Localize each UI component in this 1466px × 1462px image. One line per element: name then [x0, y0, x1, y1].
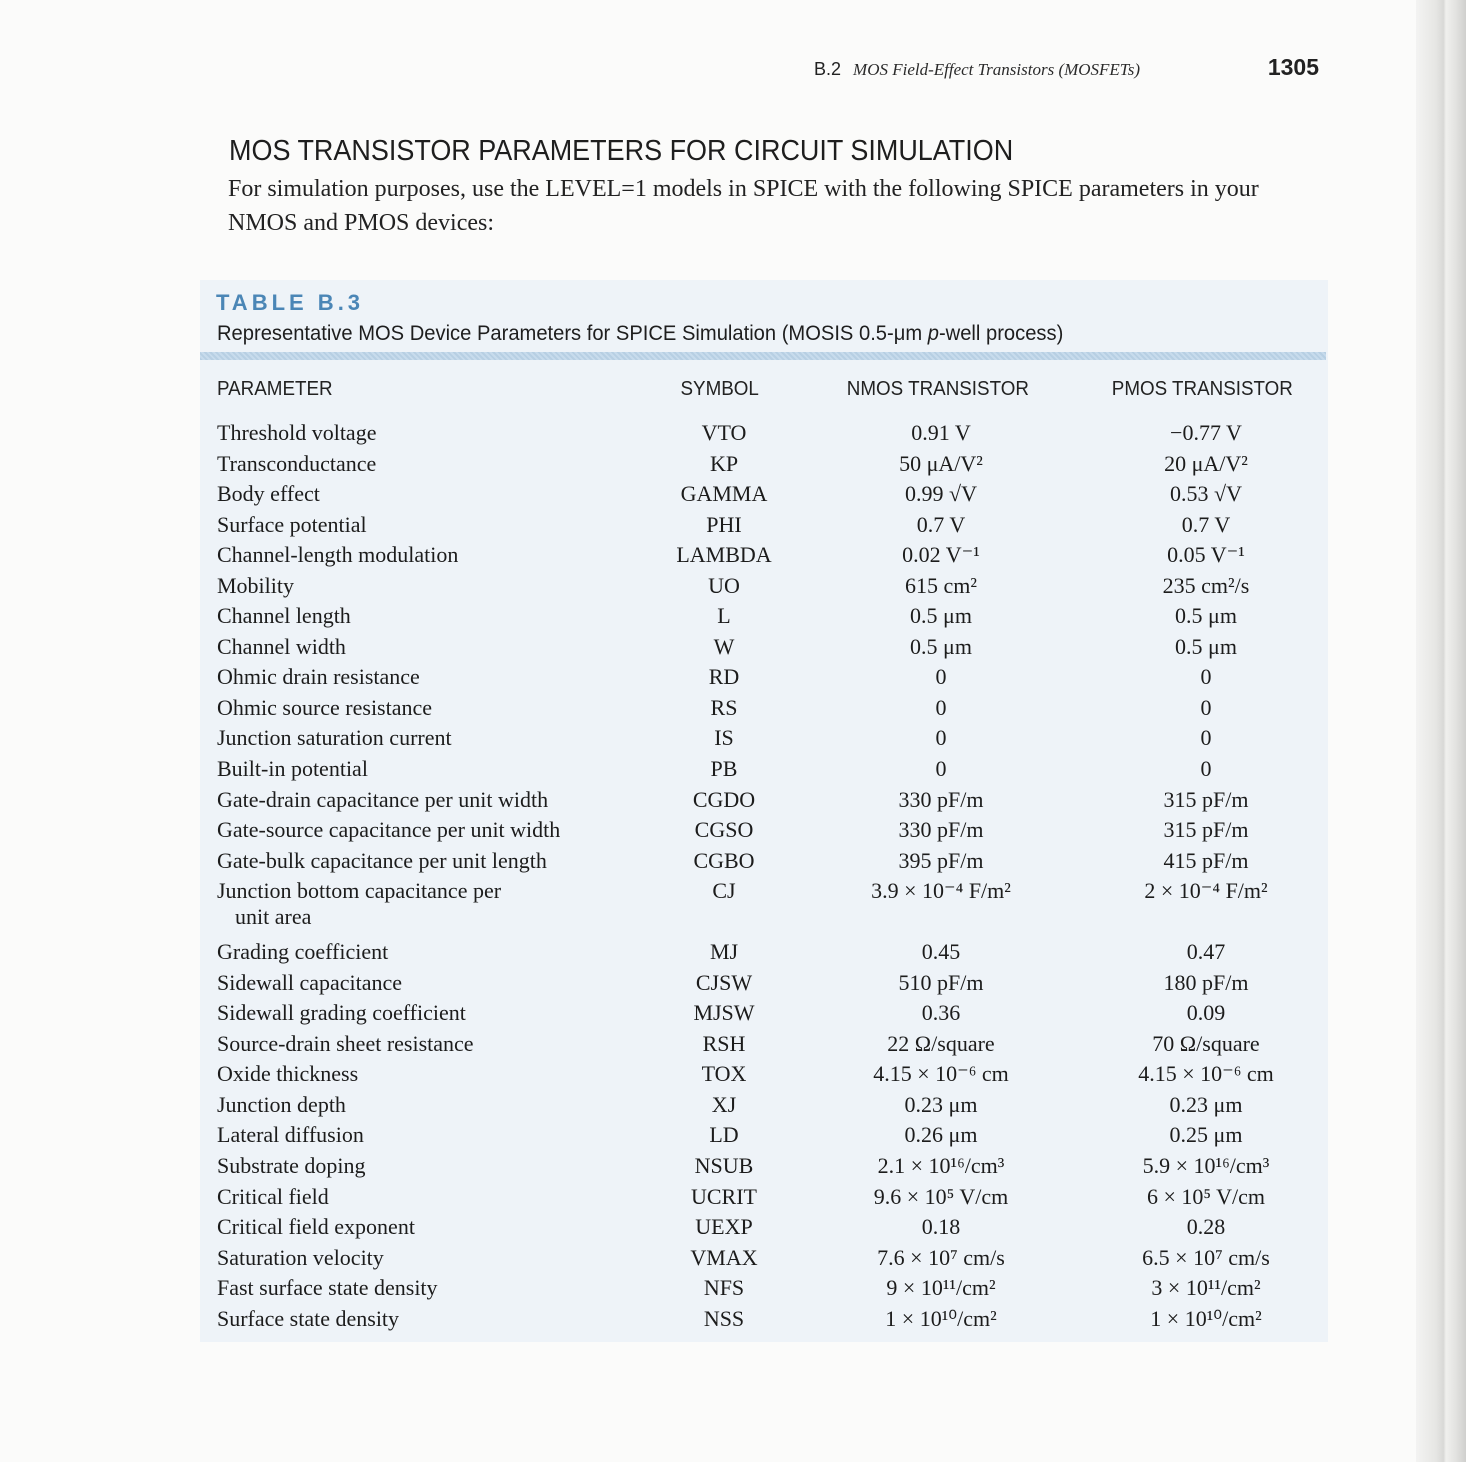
parameter-cell	[217, 1122, 364, 1148]
nmos-value-cell: 0	[935, 694, 947, 720]
pmos-value-cell: 0.47	[1186, 939, 1226, 965]
symbol-cell: VTO	[701, 420, 747, 445]
parameter-cell	[217, 1031, 474, 1057]
nmos-value-cell: 0.5 μm	[910, 603, 972, 629]
table-row	[0, 876, 1330, 937]
parameter-name: Gate-drain capacitance per unit width	[217, 786, 549, 812]
parameter-name: Threshold voltage	[217, 420, 377, 445]
column-header-parameter: PARAMETER	[217, 378, 333, 400]
nmos-value-cell: 0	[935, 664, 947, 690]
nmos-value-cell: 1 × 10¹⁰/cm²	[885, 1305, 997, 1331]
symbol-cell: RS	[710, 694, 738, 720]
parameter-name: Junction depth	[217, 1091, 346, 1117]
pmos-value-cell: 0	[1200, 694, 1212, 720]
symbol-cell: CGDO	[692, 786, 756, 812]
pmos-value-cell: 2 × 10⁻⁴ F/m²	[1144, 878, 1268, 904]
nmos-value-cell: 0.26 μm	[904, 1122, 978, 1148]
symbol-cell: RSH	[702, 1030, 746, 1056]
page-edge	[1416, 0, 1466, 1462]
parameter-cell	[217, 542, 458, 568]
pmos-value-cell: 0.09	[1186, 1000, 1226, 1026]
table-row	[0, 418, 1330, 449]
parameter-cell	[217, 848, 547, 874]
pmos-value-cell: 6 × 10⁵ V/cm	[1146, 1183, 1266, 1209]
symbol-cell: CJSW	[695, 969, 753, 995]
nmos-value-cell: 0.18	[921, 1214, 961, 1240]
pmos-value-cell: 0	[1200, 756, 1212, 782]
pmos-value-cell: 0.7 V	[1181, 511, 1231, 537]
running-head-section: B.2	[814, 59, 842, 79]
pmos-value-cell: 0.53 √V	[1170, 481, 1242, 507]
nmos-value-cell: 3.9 × 10⁻⁴ F/m²	[871, 878, 1011, 904]
table-row	[0, 479, 1330, 510]
pmos-value-cell: 6.5 × 10⁷ cm/s	[1142, 1244, 1270, 1270]
nmos-value-cell: 0.23 μm	[904, 1091, 978, 1117]
parameter-name: Junction saturation current	[217, 725, 452, 751]
table-row	[0, 1304, 1330, 1335]
parameter-name: Sidewall grading coefficient	[217, 1000, 466, 1026]
table-row	[0, 1151, 1330, 1182]
pmos-value-cell: 315 pF/m	[1163, 817, 1249, 843]
column-header-pmos: PMOS TRANSISTOR	[1111, 378, 1293, 400]
parameter-cell	[217, 481, 320, 507]
parameter-cell	[217, 1061, 358, 1087]
table-row	[0, 601, 1330, 632]
parameter-name: Critical field exponent	[217, 1214, 415, 1240]
pmos-value-cell: 0.5 μm	[1175, 603, 1237, 629]
parameter-cell	[217, 664, 420, 690]
parameter-cell	[217, 420, 376, 446]
caption-text-pre: Representative MOS Device Parameters for SPICE Simulation (MOSIS 0.5-μm	[217, 322, 928, 345]
symbol-cell: VMAX	[690, 1244, 758, 1270]
parameter-name: Sidewall capacitance	[217, 969, 403, 995]
nmos-value-cell: 0.02 V⁻¹	[902, 542, 980, 568]
table-row	[0, 693, 1330, 724]
nmos-value-cell: 615 cm²	[905, 572, 977, 598]
table-row	[0, 632, 1330, 663]
nmos-value-cell: 0	[935, 725, 947, 751]
parameter-cell	[217, 451, 376, 477]
parameter-cell	[217, 603, 351, 629]
parameter-name: Oxide thickness	[217, 1061, 359, 1087]
caption-text-post: -well process)	[938, 322, 1064, 345]
nmos-value-cell: 0.45	[921, 939, 961, 965]
intro-paragraph: For simulation purposes, use the LEVEL=1 models in SPICE with the following SPICE parameters in your NMOS and PMOS devices:	[228, 176, 1259, 236]
table-row	[0, 998, 1330, 1029]
symbol-cell: XJ	[711, 1091, 737, 1117]
symbol-cell: CJ	[712, 878, 736, 904]
nmos-value-cell: 22 Ω/square	[887, 1030, 995, 1056]
nmos-value-cell: 330 pF/m	[898, 817, 984, 843]
nmos-value-cell: 395 pF/m	[898, 847, 984, 873]
table-row	[0, 968, 1330, 999]
parameter-name: Gate-source capacitance per unit width	[217, 817, 561, 843]
symbol-cell: PB	[710, 756, 738, 782]
running-head	[814, 54, 1319, 84]
pmos-value-cell: 235 cm²/s	[1162, 572, 1250, 598]
parameter-name: Channel-length modulation	[217, 542, 459, 568]
parameter-cell	[217, 817, 560, 843]
parameter-cell	[217, 1306, 399, 1332]
symbol-cell: MJ	[709, 939, 739, 965]
nmos-value-cell: 0.99 √V	[905, 481, 977, 507]
parameter-cell	[217, 512, 367, 538]
symbol-cell: NSS	[703, 1305, 745, 1331]
parameter-name: Surface state density	[217, 1305, 400, 1331]
parameter-cell	[217, 1153, 366, 1179]
running-head-title: MOS Field-Effect Transistors (MOSFETs)	[853, 60, 1140, 79]
pmos-value-cell: 3 × 10¹¹/cm²	[1151, 1275, 1261, 1301]
column-header-symbol: SYMBOL	[680, 378, 759, 400]
pmos-value-cell: 0.25 μm	[1169, 1122, 1243, 1148]
table-row	[0, 785, 1330, 816]
parameter-name: Source-drain sheet resistance	[217, 1030, 474, 1056]
table-row	[0, 937, 1330, 968]
symbol-cell: UO	[708, 572, 740, 598]
table-row	[0, 754, 1330, 785]
parameter-name: Junction bottom capacitance per	[217, 878, 502, 904]
nmos-value-cell: 50 μA/V²	[899, 450, 983, 476]
parameter-name: Transconductance	[217, 450, 377, 476]
table-caption	[217, 322, 1063, 346]
table-row	[0, 540, 1330, 571]
nmos-value-cell: 0.7 V	[916, 511, 966, 537]
nmos-value-cell: 4.15 × 10⁻⁶ cm	[873, 1061, 1009, 1087]
symbol-cell: CGSO	[694, 817, 754, 843]
parameter-cell	[217, 878, 501, 930]
symbol-cell: LD	[709, 1122, 739, 1148]
parameter-cell	[217, 1000, 466, 1026]
parameter-name: Built-in potential	[217, 756, 368, 782]
symbol-cell: NFS	[703, 1275, 745, 1301]
nmos-value-cell: 0.36	[921, 1000, 961, 1026]
table-row	[0, 571, 1330, 602]
parameter-name: Mobility	[217, 572, 295, 598]
parameter-cell	[217, 725, 452, 751]
table-row	[0, 815, 1330, 846]
table-body	[0, 418, 1330, 1334]
table-label: TABLE B.3	[216, 290, 365, 315]
parameter-name: Grading coefficient	[217, 939, 389, 965]
nmos-value-cell: 510 pF/m	[898, 969, 984, 995]
nmos-value-cell: 9 × 10¹¹/cm²	[886, 1275, 996, 1301]
parameter-name: Ohmic source resistance	[217, 694, 433, 720]
parameter-name: Ohmic drain resistance	[217, 664, 420, 690]
parameter-name: Channel width	[217, 633, 346, 659]
symbol-cell: UEXP	[695, 1214, 753, 1240]
parameter-cell	[217, 1184, 329, 1210]
nmos-value-cell: 330 pF/m	[898, 786, 984, 812]
pmos-value-cell: 70 Ω/square	[1152, 1030, 1260, 1056]
page-number: 1305	[1267, 54, 1319, 80]
table-row	[0, 1182, 1330, 1213]
table-row	[0, 1029, 1330, 1060]
pmos-value-cell: 315 pF/m	[1163, 786, 1249, 812]
pmos-value-cell: 180 pF/m	[1163, 969, 1249, 995]
parameter-cell	[217, 939, 388, 965]
parameter-name: Fast surface state density	[217, 1275, 438, 1301]
symbol-cell: RD	[708, 664, 740, 690]
parameter-name-continued: unit area	[235, 904, 312, 930]
parameter-name: Channel length	[217, 603, 351, 629]
nmos-value-cell: 7.6 × 10⁷ cm/s	[877, 1244, 1005, 1270]
table-row	[0, 1273, 1330, 1304]
parameter-name: Gate-bulk capacitance per unit length	[217, 847, 547, 873]
nmos-value-cell: 9.6 × 10⁵ V/cm	[873, 1183, 1009, 1209]
table-row	[0, 662, 1330, 693]
section-heading: MOS TRANSISTOR PARAMETERS FOR CIRCUIT SIMULATION	[229, 135, 1014, 167]
nmos-value-cell: 0.91 V	[911, 420, 971, 445]
symbol-cell: LAMBDA	[676, 542, 772, 568]
pmos-value-cell: 0.5 μm	[1175, 633, 1237, 659]
parameter-name: Critical field	[217, 1183, 329, 1209]
parameter-name: Lateral diffusion	[217, 1122, 364, 1148]
symbol-cell: PHI	[706, 511, 742, 537]
table-row	[0, 1059, 1330, 1090]
pmos-value-cell: 0.23 μm	[1169, 1091, 1243, 1117]
pmos-value-cell: 415 pF/m	[1163, 847, 1249, 873]
pmos-value-cell: 1 × 10¹⁰/cm²	[1150, 1305, 1262, 1331]
nmos-value-cell: 0	[935, 756, 947, 782]
parameter-cell	[217, 756, 368, 782]
table-row	[0, 1212, 1330, 1243]
parameter-name: Surface potential	[217, 511, 367, 537]
symbol-cell: CGBO	[693, 847, 755, 873]
symbol-cell: TOX	[701, 1061, 747, 1087]
nmos-value-cell: 2.1 × 10¹⁶/cm³	[877, 1153, 1005, 1179]
pmos-value-cell: 20 μA/V²	[1164, 450, 1248, 476]
parameter-cell	[217, 1275, 438, 1301]
symbol-cell: UCRIT	[691, 1183, 757, 1209]
parameter-cell	[217, 573, 294, 599]
nmos-value-cell: 0.5 μm	[910, 633, 972, 659]
parameter-name: Body effect	[217, 481, 320, 507]
column-header-nmos: NMOS TRANSISTOR	[846, 378, 1029, 400]
pmos-value-cell: −0.77 V	[1170, 420, 1242, 445]
parameter-cell	[217, 1245, 384, 1271]
table-row	[0, 723, 1330, 754]
parameter-cell	[217, 634, 346, 660]
table-row	[0, 1243, 1330, 1274]
symbol-cell: GAMMA	[680, 481, 768, 507]
symbol-cell: MJSW	[693, 1000, 755, 1026]
symbol-cell: L	[717, 603, 731, 629]
pmos-value-cell: 0.28	[1186, 1214, 1226, 1240]
symbol-cell: W	[713, 633, 735, 659]
table-row	[0, 510, 1330, 541]
parameter-cell	[217, 1214, 415, 1240]
caption-text-italic: p	[927, 322, 939, 345]
pmos-value-cell: 5.9 × 10¹⁶/cm³	[1142, 1153, 1270, 1179]
symbol-cell: KP	[709, 450, 739, 476]
table-row	[0, 846, 1330, 877]
pmos-value-cell: 0	[1200, 664, 1212, 690]
table-row	[0, 1120, 1330, 1151]
pmos-value-cell: 4.15 × 10⁻⁶ cm	[1138, 1061, 1274, 1087]
caption-rule	[200, 352, 1326, 360]
pmos-value-cell: 0.05 V⁻¹	[1167, 542, 1245, 568]
parameter-cell	[217, 970, 402, 996]
table-row	[0, 1090, 1330, 1121]
parameter-cell	[217, 1092, 346, 1118]
symbol-cell: NSUB	[694, 1153, 754, 1179]
symbol-cell: IS	[714, 725, 734, 751]
pmos-value-cell: 0	[1200, 725, 1212, 751]
parameter-cell	[217, 787, 548, 813]
table-row	[0, 449, 1330, 480]
parameter-name: Saturation velocity	[217, 1244, 384, 1270]
parameter-cell	[217, 695, 432, 721]
parameter-name: Substrate doping	[217, 1153, 366, 1179]
